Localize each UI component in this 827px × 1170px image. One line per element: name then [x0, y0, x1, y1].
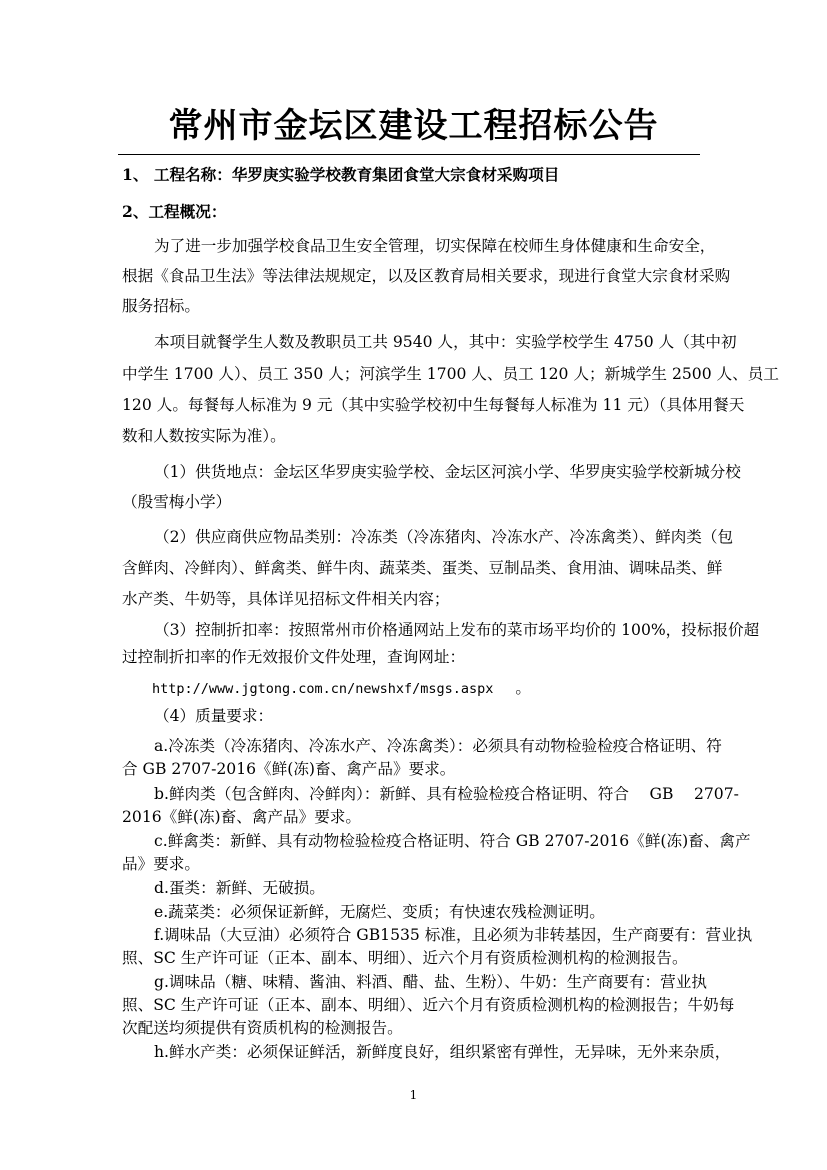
- paragraph-line: （1）供货地点：金坛区华罗庚实验学校、金坛区河滨小学、华罗庚实验学校新城分校: [154, 463, 741, 481]
- project-name-heading: 1、 工程名称：华罗庚实验学校教育集团食堂大宗食材采购项目: [122, 165, 560, 184]
- paragraph-line: 根据《食品卫生法》等法律法规规定，以及区教育局相关要求，现进行食堂大宗食材采购: [122, 267, 731, 285]
- paragraph-line: 数和人数按实际为准）。: [122, 427, 286, 445]
- paragraph-line: 120 人。每餐每人标准为 9 元（其中实验学校初中生每餐每人标准为 11 元）（具体用餐天: [122, 396, 745, 414]
- paragraph-line: 水产类、牛奶等，具体详见招标文件相关内容；: [122, 590, 450, 608]
- project-overview-heading: 2、工程概况：: [122, 202, 227, 221]
- quality-item-b-cont: 2016《鲜(冻)畜、禽产品》要求。: [122, 808, 361, 826]
- quality-item-h: h.鲜水产类：必须保证鲜活，新鲜度良好，组织紧密有弹性，无异味，无外来杂质，: [154, 1043, 731, 1061]
- paragraph-line: 为了进一步加强学校食品卫生安全管理，切实保障在校师生身体健康和生命安全，: [154, 237, 716, 255]
- quality-item-g: g.调味品（糖、味精、酱油、料酒、醋、盐、生粉）、牛奶：生产商要有：营业执: [154, 973, 707, 991]
- quality-item-f: f.调味品（大豆油）必须符合 GB1535 标准，且必须为非转基因，生产商要有：营业执: [154, 926, 753, 944]
- paragraph-line: 本项目就餐学生人数及教职员工共 9540 人，其中：实验学校学生 4750 人（其中初: [154, 333, 737, 351]
- quality-item-e: e.蔬菜类：必须保证新鲜，无腐烂、变质；有快速农残检测证明。: [154, 903, 605, 921]
- page-number: 1: [409, 1088, 418, 1102]
- paragraph-line: （殷雪梅小学）: [122, 493, 232, 511]
- query-url-line: [152, 677, 737, 700]
- quality-item-f-cont: 照、SC 生产许可证（正本、副本、明细）、近六个月有资质检测机构的检测报告。: [122, 949, 688, 967]
- paragraph-line: 含鲜肉、冷鲜肉）、鲜禽类、鲜牛肉、蔬菜类、蛋类、豆制品类、食用油、调味品类、鲜: [122, 559, 723, 577]
- quality-item-g-cont: 次配送均须提供有资质机构的检测报告。: [122, 1019, 403, 1037]
- quality-item-a: a.冷冻类（冷冻猪肉、冷冻水产、冷冻禽类）：必须具有动物检验检疫合格证明、符: [154, 737, 722, 755]
- quality-item-g-cont: 照、SC 生产许可证（正本、副本、明细）、近六个月有资质检测机构的检测报告；牛奶每: [122, 996, 735, 1014]
- quality-item-d: d.蛋类：新鲜、无破损。: [154, 879, 325, 897]
- paragraph-line: 过控制折扣率的作无效报价文件处理，查询网址：: [122, 648, 466, 666]
- paragraph-line: （3）控制折扣率：按照常州市价格通网站上发布的菜市场平均价的 100%，投标报价超: [154, 621, 760, 639]
- paragraph-line: （2）供应商供应物品类别：冷冻类（冷冻猪肉、冷冻水产、冷冻禽类）、鲜肉类（包: [154, 528, 734, 546]
- quality-heading: （4）质量要求：: [154, 707, 274, 725]
- query-url: http://www.jgtong.com.cn/newshxf/msgs.aspx: [152, 681, 494, 697]
- quality-item-c: c.鲜禽类：新鲜、具有动物检验检疫合格证明、符合 GB 2707-2016《鲜(冻)畜、禽产: [154, 832, 751, 850]
- quality-item-c-cont: 品》要求。: [122, 855, 200, 873]
- quality-item-b: b.鲜肉类（包含鲜肉、冷鲜肉）：新鲜、具有检验检疫合格证明、符合 GB 2707-: [154, 785, 739, 803]
- page-title: 常州市金坛区建设工程招标公告: [168, 106, 659, 146]
- title-divider: [118, 154, 700, 155]
- paragraph-line: 服务招标。: [122, 297, 200, 315]
- quality-item-a-cont: 合 GB 2707-2016《鲜(冻)畜、禽产品》要求。: [122, 760, 456, 778]
- paragraph-line: 中学生 1700 人）、员工 350 人；河滨学生 1700 人、员工 120 人；新城学生 2500 人、员工: [122, 365, 779, 383]
- query-url-end: 。: [515, 679, 531, 697]
